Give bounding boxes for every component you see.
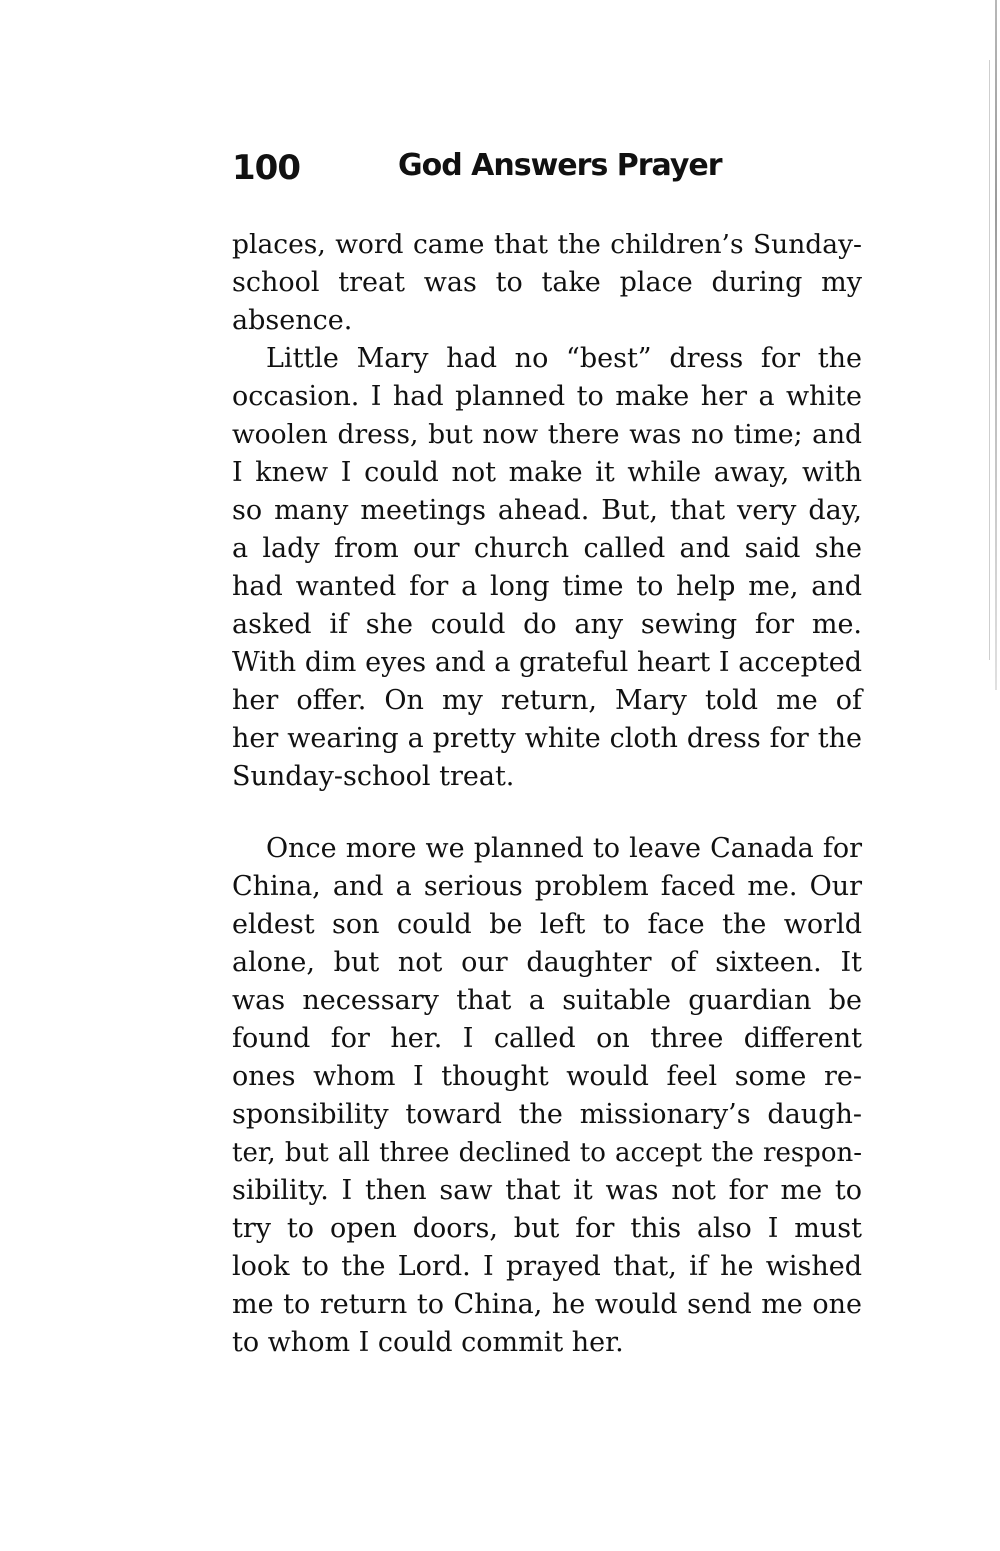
text-line: Once more we planned to leave Canada for — [266, 833, 862, 864]
paragraph-3 — [232, 830, 862, 1362]
text-line: to whom I could commit her. — [232, 1327, 624, 1358]
text-line: absence. — [232, 305, 353, 336]
text-line: was necessary that a suitable guardian be — [232, 985, 862, 1016]
text-line: had wanted for a long time to help me, and — [232, 571, 862, 602]
paragraph-gap — [232, 796, 862, 830]
text-line: found for her. I called on three different — [232, 1023, 862, 1054]
page-edge-shadow — [995, 0, 997, 690]
text-line: school treat was to take place during my — [232, 267, 862, 298]
running-title: God Answers Prayer — [398, 148, 722, 183]
page-header — [232, 148, 862, 198]
text-line: so many meetings ahead. But, that very day, — [232, 495, 862, 526]
text-line: ter, but all three declined to accept the respon- — [232, 1138, 862, 1168]
text-line: places, word came that the children’s Sunday- — [232, 229, 862, 260]
paragraph-1 — [232, 226, 862, 340]
page-edge-line — [989, 60, 990, 660]
text-line: sibility. I then saw that it was not for me to — [232, 1175, 862, 1206]
text-line: her wearing a pretty white cloth dress for the — [232, 723, 862, 754]
text-line: a lady from our church called and said she — [232, 533, 862, 564]
text-line: try to open doors, but for this also I must — [232, 1213, 862, 1244]
paragraph-2 — [232, 340, 862, 796]
page-body — [232, 226, 862, 1362]
text-line: occasion. I had planned to make her a white — [232, 381, 862, 412]
text-line: look to the Lord. I prayed that, if he wished — [232, 1251, 862, 1282]
page-number: 100 — [232, 148, 300, 188]
text-line: eldest son could be left to face the world — [232, 909, 862, 940]
text-line: China, and a serious problem faced me. Our — [232, 871, 862, 902]
text-line: ones whom I thought would feel some re- — [232, 1061, 862, 1092]
text-line: woolen dress, but now there was no time; and — [232, 419, 862, 450]
text-line: Sunday-school treat. — [232, 761, 515, 792]
text-line: me to return to China, he would send me one — [232, 1289, 862, 1320]
text-line: her offer. On my return, Mary told me of — [232, 685, 862, 716]
text-line: I knew I could not make it while away, with — [232, 457, 862, 488]
text-line: Little Mary had no “best” dress for the — [266, 343, 862, 374]
text-line: With dim eyes and a grateful heart I accepted — [232, 647, 862, 678]
text-line: alone, but not our daughter of sixteen. It — [232, 947, 862, 978]
text-line: sponsibility toward the missionary’s daugh- — [232, 1099, 862, 1130]
text-line: asked if she could do any sewing for me. — [232, 609, 862, 640]
